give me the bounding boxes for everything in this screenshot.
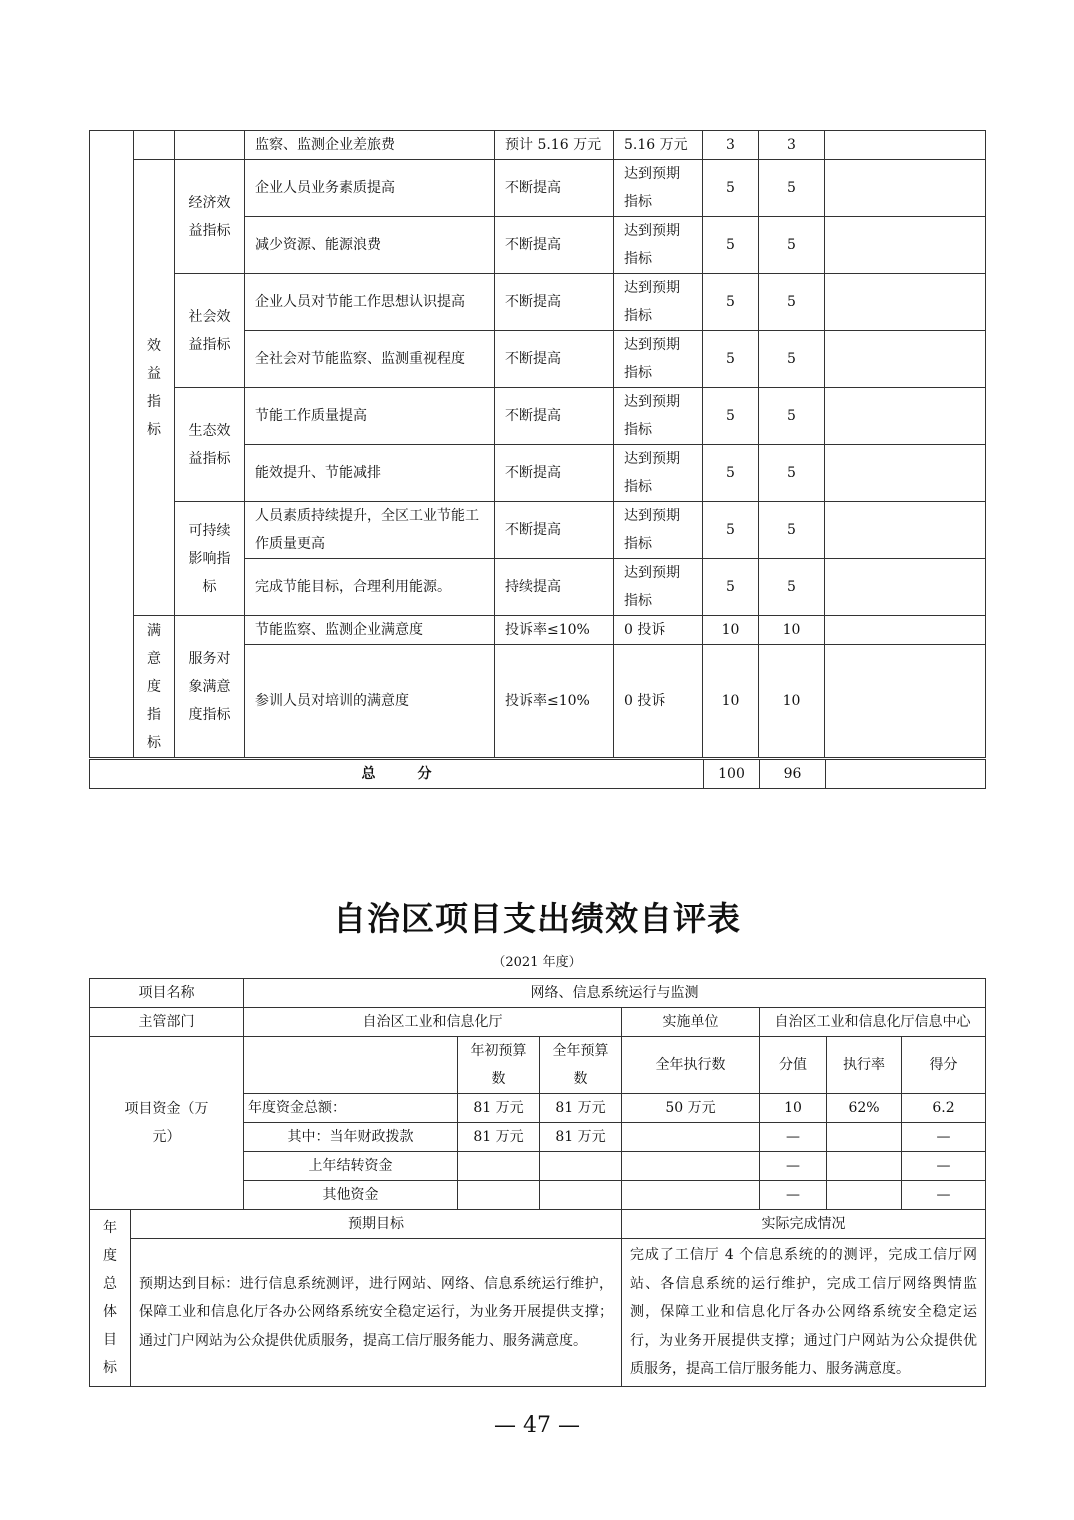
indicator-cell: 全社会对节能监察、监测重视程度 [245, 331, 495, 388]
indicator-cell: 节能监察、监测企业满意度 [245, 616, 495, 645]
table-row [90, 388, 986, 445]
score-cell: 5 [759, 445, 825, 502]
fund-weight: — [760, 1181, 827, 1210]
total-table [89, 759, 986, 789]
score-cell: 5 [759, 217, 825, 274]
fund-executed [622, 1152, 760, 1181]
table-row [90, 616, 986, 645]
score-cell: 10 [759, 616, 825, 645]
fund-weight: 10 [760, 1094, 827, 1123]
indicator-cell: 人员素质持续提升，全区工业节能工作质量更高 [245, 502, 495, 559]
target-cell: 投诉率≤10% [495, 616, 614, 645]
fund-annual [540, 1152, 622, 1181]
header-initial: 年初预算数 [458, 1037, 540, 1094]
target-cell: 不断提高 [495, 331, 614, 388]
expected-label: 预期目标 [131, 1210, 622, 1239]
table-row [90, 979, 986, 1008]
econ-label: 经济效益指标 [175, 160, 245, 274]
fund-score: — [902, 1152, 986, 1181]
table-row [90, 160, 986, 217]
fund-rate [827, 1123, 902, 1152]
actual-cell: 0 投诉 [614, 616, 703, 645]
expected-goal-text: 预期达到目标：进行信息系统测评，进行网站、网络、信息系统运行维护，保障工业和信息化厅各办公网络系统安全稳定运行，为业务开展提供支撑；通过门户网站为公众提供优质服务，提高工信厅服务能力、服务满意度。 [131, 1239, 622, 1387]
actual-cell: 达到预期指标 [614, 274, 703, 331]
weight-cell: 5 [703, 274, 759, 331]
page-number: — 47 — [494, 1413, 580, 1438]
fund-score: — [902, 1181, 986, 1210]
header-score: 得分 [902, 1037, 986, 1094]
target-cell: 不断提高 [495, 217, 614, 274]
score-cell: 5 [759, 160, 825, 217]
benefit-indicator-table [89, 130, 986, 758]
weight-cell: 5 [703, 502, 759, 559]
table-row [90, 1239, 986, 1387]
annual-goal-label: 年度总体目标 [90, 1210, 131, 1387]
total-weight: 100 [704, 760, 760, 789]
total-row [90, 760, 986, 789]
fund-initial [458, 1181, 540, 1210]
satisfaction-indicator-label: 满意度指标 [134, 616, 175, 758]
dept-label: 主管部门 [90, 1008, 244, 1037]
fund-rate: 62% [827, 1094, 902, 1123]
indicator-cell: 企业人员对节能工作思想认识提高 [245, 274, 495, 331]
total-label: 总 分 [90, 760, 704, 789]
fund-annual: 81 万元 [540, 1123, 622, 1152]
indicator-cell: 能效提升、节能减排 [245, 445, 495, 502]
indicator-cell: 企业人员业务素质提高 [245, 160, 495, 217]
indicator-cell: 完成节能目标，合理利用能源。 [245, 559, 495, 616]
fund-weight: — [760, 1123, 827, 1152]
fund-row-label: 其中：当年财政拨款 [244, 1123, 458, 1152]
actual-cell: 5.16 万元 [614, 131, 703, 160]
header-rate: 执行率 [827, 1037, 902, 1094]
target-cell: 不断提高 [495, 388, 614, 445]
fund-row-label: 年度资金总额： [244, 1094, 458, 1123]
score-cell: 5 [759, 502, 825, 559]
actual-cell: 达到预期指标 [614, 217, 703, 274]
actual-label: 实际完成情况 [622, 1210, 986, 1239]
actual-cell: 达到预期指标 [614, 445, 703, 502]
indicator-cell: 参训人员对培训的满意度 [245, 645, 495, 758]
header-executed: 全年执行数 [622, 1037, 760, 1094]
table-row [90, 1008, 986, 1037]
total-score: 96 [760, 760, 826, 789]
fund-executed: 50 万元 [622, 1094, 760, 1123]
actual-cell: 达到预期指标 [614, 331, 703, 388]
weight-cell: 10 [703, 616, 759, 645]
fund-row-label: 其他资金 [244, 1181, 458, 1210]
target-cell: 不断提高 [495, 502, 614, 559]
sustain-label: 可持续影响指标 [175, 502, 245, 616]
actual-cell: 达到预期指标 [614, 160, 703, 217]
weight-cell: 5 [703, 445, 759, 502]
weight-cell: 5 [703, 331, 759, 388]
table-row [90, 274, 986, 331]
social-label: 社会效益指标 [175, 274, 245, 388]
fund-initial: 81 万元 [458, 1094, 540, 1123]
weight-cell: 5 [703, 217, 759, 274]
score-cell: 10 [759, 645, 825, 758]
fund-initial [458, 1152, 540, 1181]
impl-label: 实施单位 [622, 1008, 760, 1037]
score-cell: 3 [759, 131, 825, 160]
table-row [90, 1037, 986, 1094]
score-cell: 5 [759, 388, 825, 445]
weight-cell: 10 [703, 645, 759, 758]
actual-cell: 达到预期指标 [614, 502, 703, 559]
actual-cell: 达到预期指标 [614, 388, 703, 445]
weight-cell: 5 [703, 160, 759, 217]
fund-row-label: 上年结转资金 [244, 1152, 458, 1181]
fund-weight: — [760, 1152, 827, 1181]
eco-label: 生态效益指标 [175, 388, 245, 502]
impl-value: 自治区工业和信息化厅信息中心 [760, 1008, 986, 1037]
fund-score: — [902, 1123, 986, 1152]
fund-score: 6.2 [902, 1094, 986, 1123]
indicator-cell: 节能工作质量提高 [245, 388, 495, 445]
actual-cell: 0 投诉 [614, 645, 703, 758]
fund-annual [540, 1181, 622, 1210]
fund-annual: 81 万元 [540, 1094, 622, 1123]
weight-cell: 3 [703, 131, 759, 160]
score-cell: 5 [759, 559, 825, 616]
target-cell: 投诉率≤10% [495, 645, 614, 758]
table-row [90, 502, 986, 559]
target-cell: 不断提高 [495, 160, 614, 217]
benefit-indicator-label: 效益指标 [134, 160, 175, 616]
target-cell: 不断提高 [495, 445, 614, 502]
weight-cell: 5 [703, 388, 759, 445]
funds-label: 项目资金（万元） [90, 1037, 244, 1210]
actual-cell: 达到预期指标 [614, 559, 703, 616]
fund-initial: 81 万元 [458, 1123, 540, 1152]
indicator-cell: 减少资源、能源浪费 [245, 217, 495, 274]
fund-executed [622, 1181, 760, 1210]
actual-completion-text: 完成了工信厅 4 个信息系统的的测评，完成工信厅网站、各信息系统的运行维护，完成工信厅网络舆情监测，保障工业和信息化厅各办公网络系统安全稳定运行，为业务开展提供支撑；通过门户网站为公众提供优质服务，提高工信厅服务能力、服务满意度。 [622, 1239, 986, 1387]
year-label: （2021 年度） [492, 955, 582, 970]
performance-self-eval-table [89, 978, 986, 1387]
project-name: 网络、信息系统运行与监测 [244, 979, 986, 1008]
weight-cell: 5 [703, 559, 759, 616]
target-cell: 不断提高 [495, 274, 614, 331]
page-title: 自治区项目支出绩效自评表 [333, 899, 741, 938]
indicator-cell: 监察、监测企业差旅费 [245, 131, 495, 160]
header-weight: 分值 [760, 1037, 827, 1094]
table-row [90, 1210, 986, 1239]
score-cell: 5 [759, 331, 825, 388]
target-cell: 预计 5.16 万元 [495, 131, 614, 160]
fund-rate [827, 1152, 902, 1181]
fund-executed [622, 1123, 760, 1152]
table-row [90, 131, 986, 160]
score-cell: 5 [759, 274, 825, 331]
fund-rate [827, 1181, 902, 1210]
header-annual: 全年预算数 [540, 1037, 622, 1094]
target-cell: 持续提高 [495, 559, 614, 616]
service-label: 服务对象满意度指标 [175, 616, 245, 758]
project-name-label: 项目名称 [90, 979, 244, 1008]
dept-value: 自治区工业和信息化厅 [244, 1008, 622, 1037]
